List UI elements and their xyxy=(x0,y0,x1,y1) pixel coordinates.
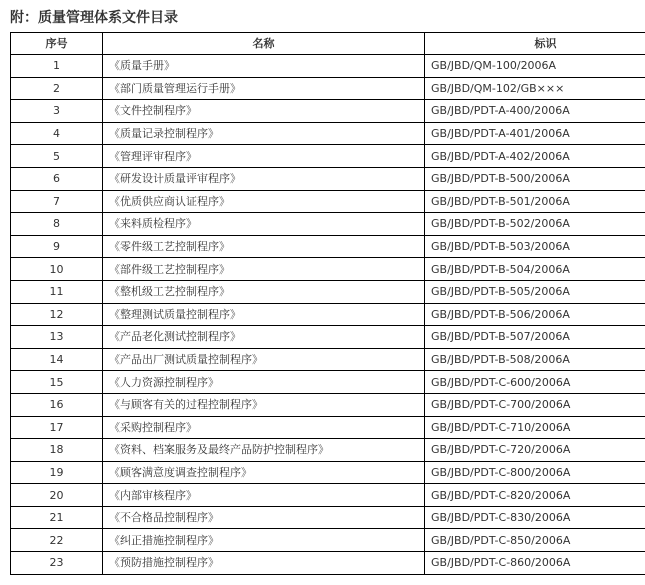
cell-serial-number: 23 xyxy=(11,552,103,575)
cell-document-identifier: GB/JBD/PDT-A-402/2006A xyxy=(425,145,645,168)
table-row xyxy=(11,190,645,213)
cell-document-identifier: GB/JBD/PDT-B-501/2006A xyxy=(425,190,645,213)
cell-serial-number: 1 xyxy=(11,55,103,78)
cell-serial-number: 21 xyxy=(11,506,103,529)
cell-document-identifier: GB/JBD/PDT-B-506/2006A xyxy=(425,303,645,326)
cell-serial-number: 15 xyxy=(11,371,103,394)
cell-document-identifier: GB/JBD/PDT-B-502/2006A xyxy=(425,213,645,236)
cell-document-identifier: GB/JBD/PDT-C-800/2006A xyxy=(425,461,645,484)
cell-document-name: 《预防措施控制程序》 xyxy=(103,552,425,575)
cell-document-name: 《产品出厂测试质量控制程序》 xyxy=(103,348,425,371)
cell-document-name: 《人力资源控制程序》 xyxy=(103,371,425,394)
cell-document-identifier: GB/JBD/PDT-C-700/2006A xyxy=(425,393,645,416)
document-list-table xyxy=(10,32,645,575)
table-row xyxy=(11,145,645,168)
table-row xyxy=(11,484,645,507)
table-row xyxy=(11,55,645,78)
cell-serial-number: 5 xyxy=(11,145,103,168)
cell-serial-number: 22 xyxy=(11,529,103,552)
cell-document-name: 《整机级工艺控制程序》 xyxy=(103,280,425,303)
cell-document-identifier: GB/JBD/PDT-A-401/2006A xyxy=(425,122,645,145)
table-row xyxy=(11,416,645,439)
cell-serial-number: 17 xyxy=(11,416,103,439)
cell-document-identifier: GB/JBD/PDT-C-720/2006A xyxy=(425,439,645,462)
header-serial-number: 序号 xyxy=(11,33,103,55)
cell-document-name: 《与顾客有关的过程控制程序》 xyxy=(103,393,425,416)
cell-document-name: 《产品老化测试控制程序》 xyxy=(103,326,425,349)
cell-serial-number: 12 xyxy=(11,303,103,326)
table-row xyxy=(11,326,645,349)
cell-document-name: 《零件级工艺控制程序》 xyxy=(103,235,425,258)
cell-serial-number: 2 xyxy=(11,77,103,100)
cell-document-name: 《管理评审程序》 xyxy=(103,145,425,168)
cell-serial-number: 19 xyxy=(11,461,103,484)
cell-document-identifier: GB/JBD/PDT-C-600/2006A xyxy=(425,371,645,394)
cell-document-identifier: GB/JBD/PDT-A-400/2006A xyxy=(425,100,645,123)
table-row xyxy=(11,213,645,236)
cell-document-name: 《内部审核程序》 xyxy=(103,484,425,507)
table-row xyxy=(11,258,645,281)
table-row xyxy=(11,100,645,123)
cell-document-identifier: GB/JBD/PDT-B-507/2006A xyxy=(425,326,645,349)
table-row xyxy=(11,371,645,394)
table-row xyxy=(11,77,645,100)
table-header-row xyxy=(11,33,645,55)
cell-serial-number: 4 xyxy=(11,122,103,145)
table-row xyxy=(11,122,645,145)
cell-document-identifier: GB/JBD/PDT-B-503/2006A xyxy=(425,235,645,258)
table-row xyxy=(11,439,645,462)
cell-serial-number: 9 xyxy=(11,235,103,258)
cell-document-name: 《资料、档案服务及最终产品防护控制程序》 xyxy=(103,439,425,462)
cell-document-name: 《部门质量管理运行手册》 xyxy=(103,77,425,100)
header-name: 名称 xyxy=(103,33,425,55)
cell-document-identifier: GB/JBD/PDT-C-830/2006A xyxy=(425,506,645,529)
table-row xyxy=(11,529,645,552)
cell-document-name: 《整理测试质量控制程序》 xyxy=(103,303,425,326)
cell-serial-number: 3 xyxy=(11,100,103,123)
cell-serial-number: 11 xyxy=(11,280,103,303)
header-identifier: 标识 xyxy=(425,33,645,55)
cell-document-name: 《质量记录控制程序》 xyxy=(103,122,425,145)
cell-document-identifier: GB/JBD/QM-102/GB××× xyxy=(425,77,645,100)
cell-document-identifier: GB/JBD/QM-100/2006A xyxy=(425,55,645,78)
table-row xyxy=(11,552,645,575)
cell-document-identifier: GB/JBD/PDT-B-504/2006A xyxy=(425,258,645,281)
cell-serial-number: 18 xyxy=(11,439,103,462)
cell-document-name: 《部件级工艺控制程序》 xyxy=(103,258,425,281)
cell-serial-number: 20 xyxy=(11,484,103,507)
page-title: 附：质量管理体系文件目录 xyxy=(10,10,178,26)
cell-document-identifier: GB/JBD/PDT-C-820/2006A xyxy=(425,484,645,507)
table-body xyxy=(11,55,645,575)
cell-serial-number: 16 xyxy=(11,393,103,416)
cell-document-identifier: GB/JBD/PDT-C-860/2006A xyxy=(425,552,645,575)
table-row xyxy=(11,280,645,303)
cell-document-name: 《优质供应商认证程序》 xyxy=(103,190,425,213)
cell-document-name: 《来料质检程序》 xyxy=(103,213,425,236)
cell-serial-number: 14 xyxy=(11,348,103,371)
cell-document-name: 《文件控制程序》 xyxy=(103,100,425,123)
cell-document-identifier: GB/JBD/PDT-C-710/2006A xyxy=(425,416,645,439)
cell-document-name: 《顾客满意度调查控制程序》 xyxy=(103,461,425,484)
cell-document-name: 《采购控制程序》 xyxy=(103,416,425,439)
table-row xyxy=(11,303,645,326)
cell-document-identifier: GB/JBD/PDT-C-850/2006A xyxy=(425,529,645,552)
cell-document-name: 《不合格品控制程序》 xyxy=(103,506,425,529)
cell-document-name: 《质量手册》 xyxy=(103,55,425,78)
table-row xyxy=(11,393,645,416)
cell-document-name: 《研发设计质量评审程序》 xyxy=(103,167,425,190)
cell-document-identifier: GB/JBD/PDT-B-500/2006A xyxy=(425,167,645,190)
cell-serial-number: 7 xyxy=(11,190,103,213)
cell-document-name: 《纠正措施控制程序》 xyxy=(103,529,425,552)
table-row xyxy=(11,506,645,529)
cell-document-identifier: GB/JBD/PDT-B-505/2006A xyxy=(425,280,645,303)
cell-serial-number: 13 xyxy=(11,326,103,349)
cell-serial-number: 8 xyxy=(11,213,103,236)
table-row xyxy=(11,167,645,190)
table-row xyxy=(11,461,645,484)
cell-serial-number: 6 xyxy=(11,167,103,190)
cell-serial-number: 10 xyxy=(11,258,103,281)
table-row xyxy=(11,235,645,258)
table-row xyxy=(11,348,645,371)
cell-document-identifier: GB/JBD/PDT-B-508/2006A xyxy=(425,348,645,371)
